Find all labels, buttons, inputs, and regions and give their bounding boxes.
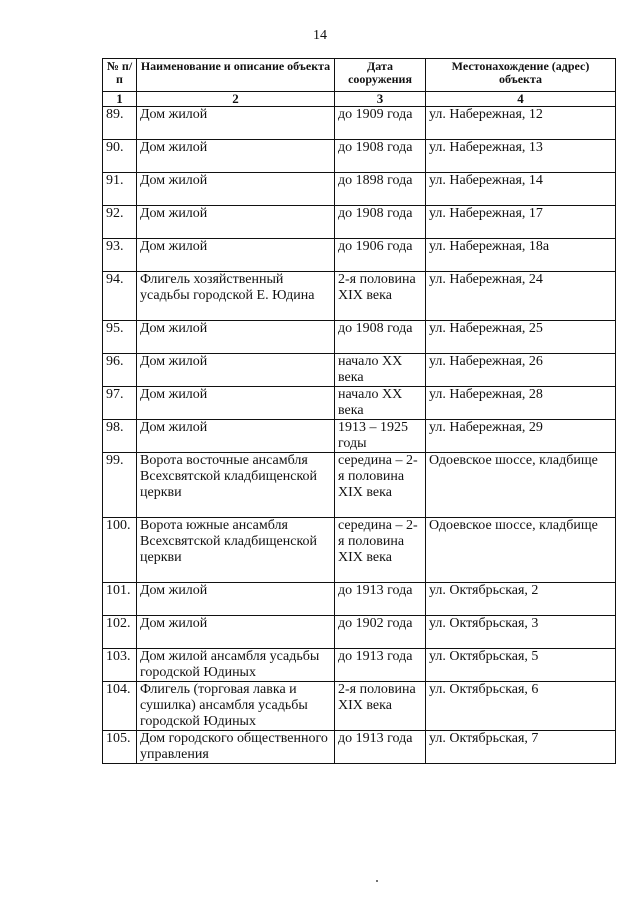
- row-number: 96.: [103, 354, 137, 387]
- construction-date: до 1908 года: [335, 321, 426, 354]
- object-name: Дом жилой: [137, 420, 335, 453]
- construction-date: до 1906 года: [335, 239, 426, 272]
- table-row: [103, 387, 616, 420]
- object-address: ул. Набережная, 14: [426, 173, 616, 206]
- object-name: Дом жилой: [137, 387, 335, 420]
- object-address: ул. Набережная, 28: [426, 387, 616, 420]
- table-row: [103, 731, 616, 764]
- object-name: Дом жилой: [137, 354, 335, 387]
- construction-date: до 1909 года: [335, 107, 426, 140]
- table-body: [103, 107, 616, 764]
- object-address: ул. Набережная, 12: [426, 107, 616, 140]
- header-date: Дата сооружения: [335, 59, 426, 92]
- object-name: Дом жилой: [137, 107, 335, 140]
- object-address: ул. Набережная, 13: [426, 140, 616, 173]
- column-number: 1: [103, 92, 137, 107]
- object-name: Дом жилой: [137, 616, 335, 649]
- object-address: ул. Набережная, 24: [426, 272, 616, 321]
- object-name: Флигель (торговая лавка и сушилка) ансамбля усадьбы городской Юдиных: [137, 682, 335, 731]
- table-row: [103, 649, 616, 682]
- table-row: [103, 583, 616, 616]
- object-address: ул. Набережная, 26: [426, 354, 616, 387]
- object-address: ул. Октябрьская, 5: [426, 649, 616, 682]
- construction-date: до 1913 года: [335, 731, 426, 764]
- row-number: 90.: [103, 140, 137, 173]
- object-address: ул. Октябрьская, 7: [426, 731, 616, 764]
- table-row: [103, 518, 616, 583]
- construction-date: 1913 – 1925 годы: [335, 420, 426, 453]
- construction-date: до 1908 года: [335, 140, 426, 173]
- row-number: 105.: [103, 731, 137, 764]
- row-number: 89.: [103, 107, 137, 140]
- table-row: [103, 321, 616, 354]
- object-name: Флигель хозяйственный усадьбы городской Е. Юдина: [137, 272, 335, 321]
- header-name: Наименование и описание объекта: [137, 59, 335, 92]
- object-name: Дом жилой ансамбля усадьбы городской Юдиных: [137, 649, 335, 682]
- object-name: Дом жилой: [137, 173, 335, 206]
- table-row: [103, 206, 616, 239]
- row-number: 94.: [103, 272, 137, 321]
- table-row: [103, 107, 616, 140]
- row-number: 100.: [103, 518, 137, 583]
- construction-date: до 1898 года: [335, 173, 426, 206]
- object-address: ул. Октябрьская, 6: [426, 682, 616, 731]
- construction-date: до 1908 года: [335, 206, 426, 239]
- table-row: [103, 173, 616, 206]
- object-address: ул. Набережная, 25: [426, 321, 616, 354]
- table-row: [103, 420, 616, 453]
- object-address: ул. Набережная, 17: [426, 206, 616, 239]
- row-number: 104.: [103, 682, 137, 731]
- header-num: № п/п: [103, 59, 137, 92]
- construction-date: начало XX века: [335, 354, 426, 387]
- construction-date: середина – 2-я половина XIX века: [335, 518, 426, 583]
- row-number: 92.: [103, 206, 137, 239]
- object-name: Дом городского общественного управления: [137, 731, 335, 764]
- object-address: ул. Октябрьская, 2: [426, 583, 616, 616]
- object-name: Дом жилой: [137, 206, 335, 239]
- row-number: 102.: [103, 616, 137, 649]
- column-number: 2: [137, 92, 335, 107]
- construction-date: начало XX века: [335, 387, 426, 420]
- row-number: 103.: [103, 649, 137, 682]
- page-number: 14: [313, 28, 327, 43]
- scan-artifact-dot: [376, 880, 378, 882]
- construction-date: середина – 2-я половина XIX века: [335, 453, 426, 518]
- object-address: Одоевское шоссе, кладбище: [426, 518, 616, 583]
- heritage-objects-table: [102, 58, 616, 764]
- row-number: 95.: [103, 321, 137, 354]
- column-number-row: [103, 92, 616, 107]
- table-header-row: [103, 59, 616, 92]
- table-row: [103, 616, 616, 649]
- table-row: [103, 140, 616, 173]
- construction-date: 2-я половина XIX века: [335, 272, 426, 321]
- construction-date: 2-я половина XIX века: [335, 682, 426, 731]
- construction-date: до 1913 года: [335, 583, 426, 616]
- header-address: Местонахождение (адрес) объекта: [426, 59, 616, 92]
- object-address: Одоевское шоссе, кладбище: [426, 453, 616, 518]
- column-number: 3: [335, 92, 426, 107]
- row-number: 97.: [103, 387, 137, 420]
- column-number: 4: [426, 92, 616, 107]
- row-number: 91.: [103, 173, 137, 206]
- table-row: [103, 239, 616, 272]
- object-address: ул. Набережная, 29: [426, 420, 616, 453]
- table-row: [103, 682, 616, 731]
- object-address: ул. Октябрьская, 3: [426, 616, 616, 649]
- construction-date: до 1902 года: [335, 616, 426, 649]
- construction-date: до 1913 года: [335, 649, 426, 682]
- table-row: [103, 453, 616, 518]
- object-name: Ворота восточные ансамбля Всехсвятской кладбищенской церкви: [137, 453, 335, 518]
- row-number: 98.: [103, 420, 137, 453]
- table-row: [103, 272, 616, 321]
- row-number: 99.: [103, 453, 137, 518]
- object-name: Дом жилой: [137, 583, 335, 616]
- object-address: ул. Набережная, 18а: [426, 239, 616, 272]
- table-row: [103, 354, 616, 387]
- object-name: Дом жилой: [137, 321, 335, 354]
- object-name: Дом жилой: [137, 140, 335, 173]
- object-name: Дом жилой: [137, 239, 335, 272]
- object-name: Ворота южные ансамбля Всехсвятской кладбищенской церкви: [137, 518, 335, 583]
- row-number: 93.: [103, 239, 137, 272]
- row-number: 101.: [103, 583, 137, 616]
